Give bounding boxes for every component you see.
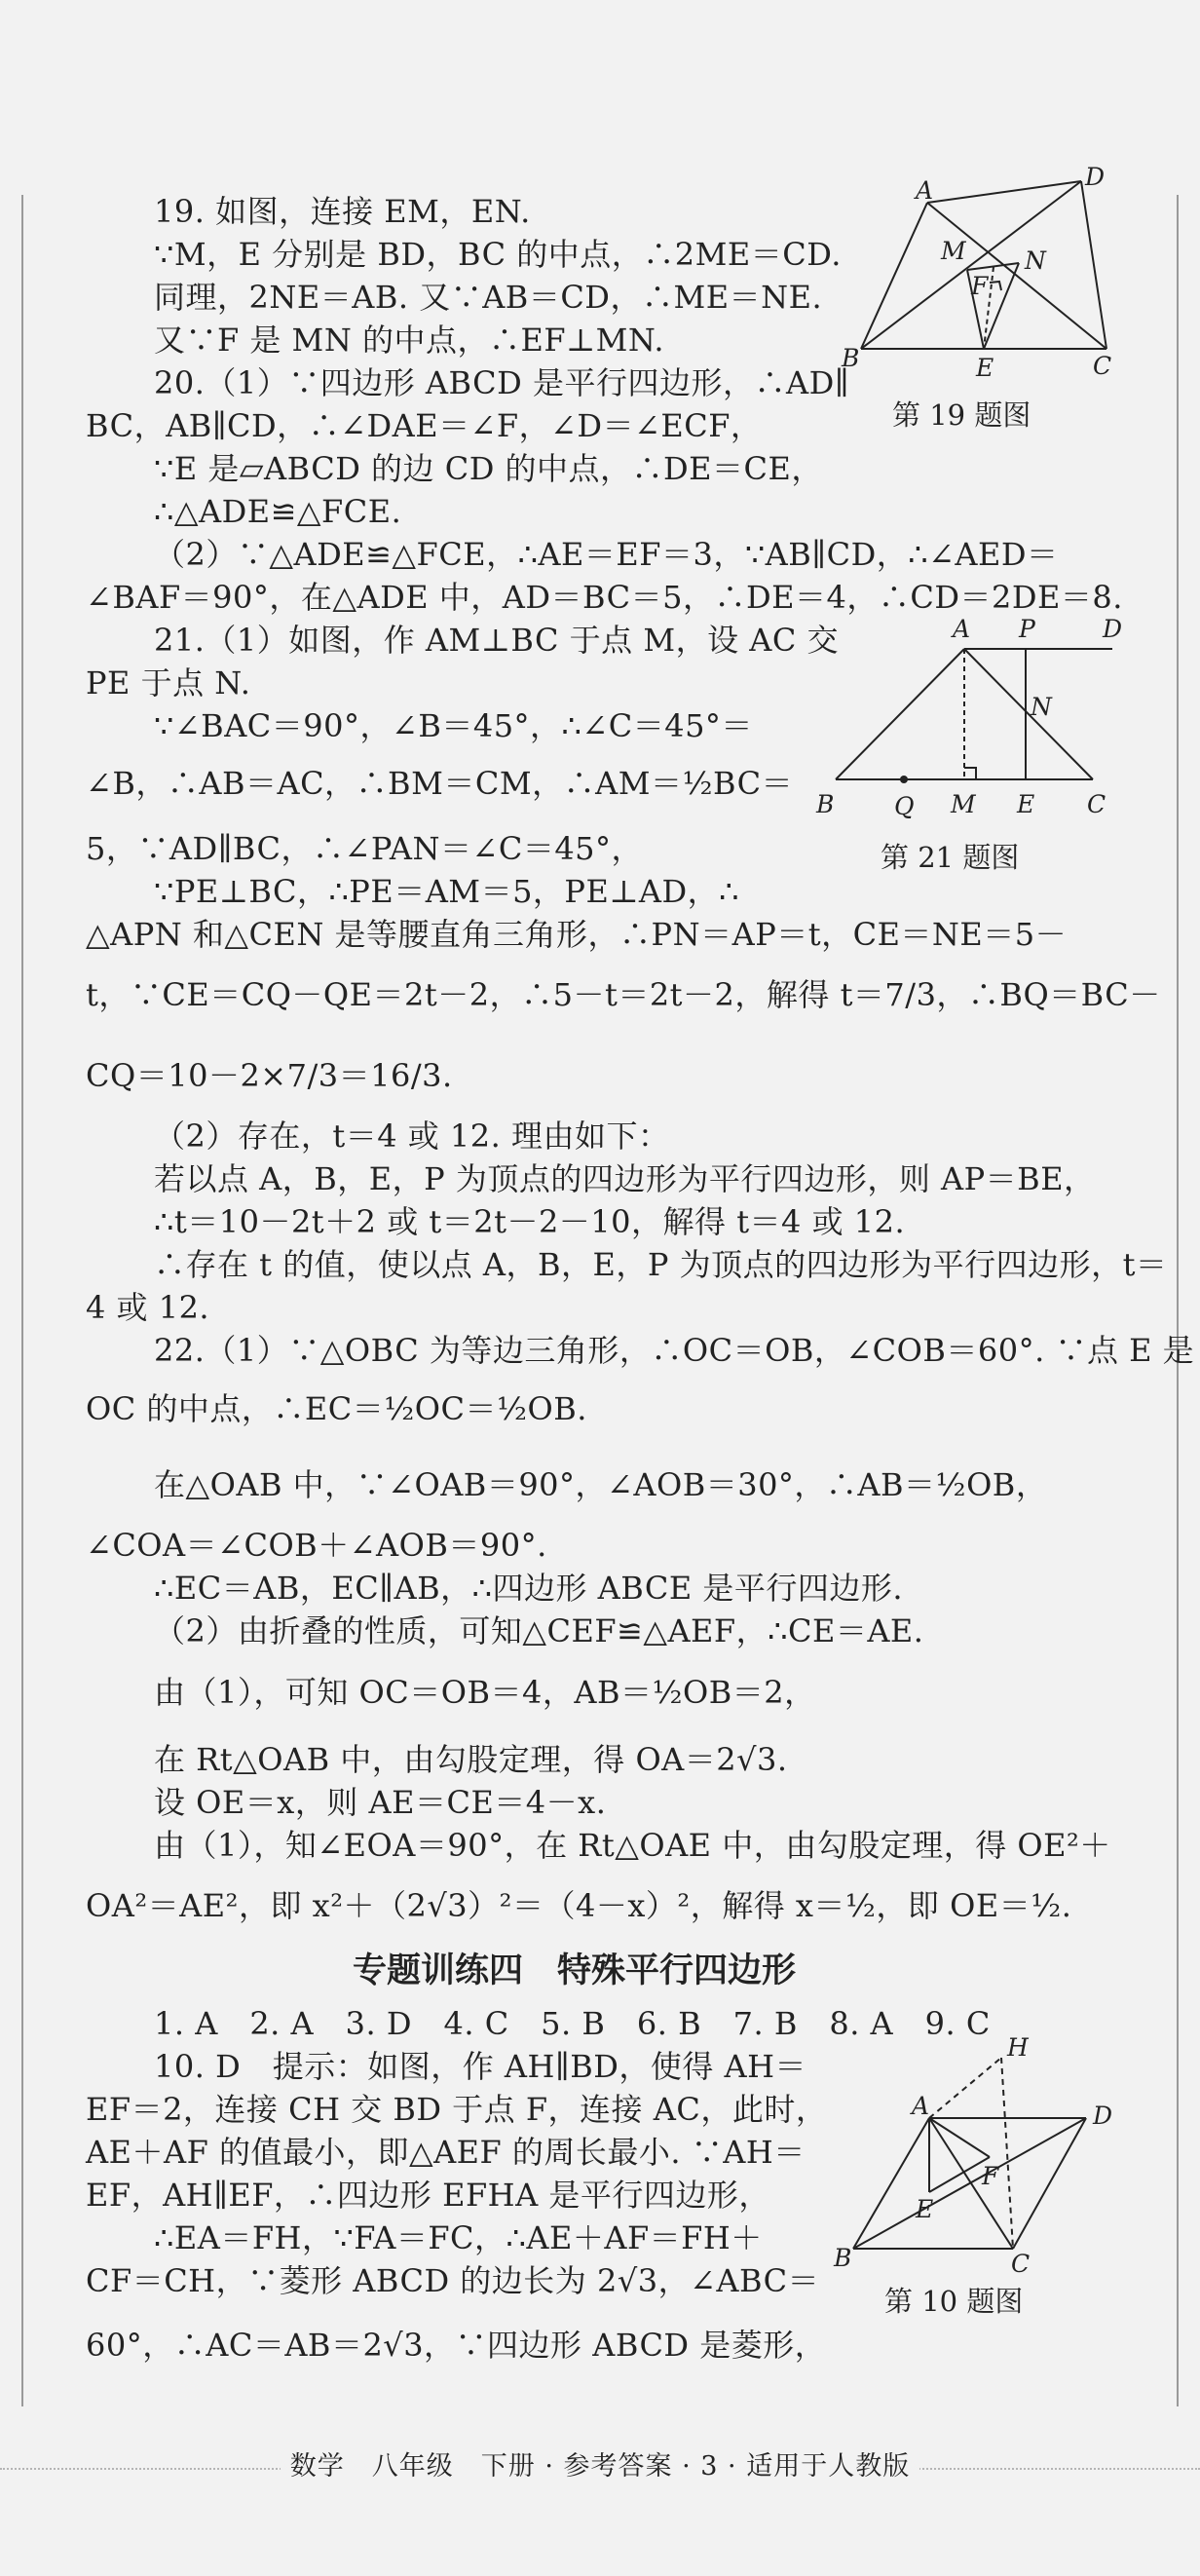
text-line: △APN 和△CEN 是等腰直角三角形，∴PN＝AP＝t，CE＝NE＝5－ <box>86 916 1068 953</box>
text-line: EF＝2，连接 CH 交 BD 于点 F，连接 AC，此时， <box>86 2091 828 2128</box>
text-line: OC 的中点，∴EC＝½OC＝½OB. <box>86 1390 587 1427</box>
text-line: ∴t＝10－2t＋2 或 t＝2t－2－10，解得 t＝4 或 12. <box>154 1203 906 1240</box>
svg-text:C: C <box>1093 352 1112 380</box>
text-line: 设 OE＝x，则 AE＝CE＝4－x. <box>154 1784 607 1821</box>
text-line: ∵∠BAC＝90°，∠B＝45°，∴∠C＝45°＝ <box>154 707 753 744</box>
text-line: ∴△ADE≌△FCE. <box>154 493 402 530</box>
text-line: BC，AB∥CD，∴∠DAE＝∠F，∠D＝∠ECF， <box>86 407 763 444</box>
text-line: ∠COA＝∠COB＋∠AOB＝90°. <box>86 1527 547 1564</box>
figure-21-diagram <box>808 614 1130 818</box>
text-line: ∵PE⊥BC，∴PE＝AM＝5，PE⊥AD，∴ <box>154 873 740 910</box>
text-line: OA²＝AE²，即 x²＋（2√3）²＝（4－x）²，解得 x＝½，即 OE＝½. <box>86 1887 1072 1924</box>
figure-10-caption: 第 10 题图 <box>884 2285 1024 2318</box>
right-margin-rule <box>1177 195 1179 2406</box>
svg-text:F: F <box>982 2162 999 2190</box>
svg-text:B: B <box>842 344 860 372</box>
text-line: ∴EA＝FH，∵FA＝FC，∴AE＋AF＝FH＋ <box>154 2219 763 2256</box>
left-margin-rule <box>21 195 23 2406</box>
svg-text:B: B <box>834 2244 852 2272</box>
svg-text:E: E <box>976 354 994 382</box>
text-line: PE 于点 N. <box>86 664 251 701</box>
svg-text:C: C <box>1011 2250 1031 2278</box>
svg-text:F: F <box>971 272 989 300</box>
figure-21-caption: 第 21 题图 <box>881 841 1020 874</box>
svg-text:A: A <box>953 615 971 643</box>
text-line: 又∵F 是 MN 的中点，∴EF⊥MN. <box>154 322 665 359</box>
text-line: 10. D 提示：如图，作 AH∥BD，使得 AH＝ <box>154 2048 807 2085</box>
figure-21 <box>808 614 1130 874</box>
text-line: AE＋AF 的值最小，即△AEF 的周长最小. ∵AH＝ <box>86 2134 806 2171</box>
svg-text:Q: Q <box>894 792 915 818</box>
text-line: 5，∵AD∥BC，∴∠PAN＝∠C＝45°， <box>86 830 644 867</box>
figure-19-caption: 第 19 题图 <box>892 398 1031 432</box>
section-heading: 专题训练四 特殊平行四边形 <box>353 1951 797 1990</box>
text-line: 60°，∴AC＝AB＝2√3，∵四边形 ABCD 是菱形， <box>86 2327 827 2364</box>
text-line: （2）∵△ADE≌△FCE，∴AE＝EF＝3，∵AB∥CD，∴∠AED＝ <box>154 536 1059 573</box>
page-footer <box>0 2447 1200 2486</box>
text-line: ∴EC＝AB，EC∥AB，∴四边形 ABCE 是平行四边形. <box>154 1570 904 1607</box>
text-line: 在 Rt△OAB 中，由勾股定理，得 OA＝2√3. <box>154 1741 788 1778</box>
text-line: 1. A 2. A 3. D 4. C 5. B 6. B 7. B 8. A 9. C <box>154 2005 991 2042</box>
text-line: 若以点 A，B，E，P 为顶点的四边形为平行四边形，则 AP＝BE， <box>154 1160 1096 1197</box>
svg-text:D: D <box>1103 615 1123 643</box>
figure-19-diagram <box>838 166 1120 390</box>
text-line: ∠BAF＝90°，在△ADE 中，AD＝BC＝5，∴DE＝4，∴CD＝2DE＝8. <box>86 579 1123 616</box>
svg-text:H: H <box>1007 2036 1029 2062</box>
svg-text:N: N <box>1031 693 1052 721</box>
text-line: ∵E 是▱ABCD 的边 CD 的中点，∴DE＝CE， <box>154 450 823 487</box>
figure-10-diagram <box>828 2036 1130 2280</box>
text-line: 20.（1）∵四边形 ABCD 是平行四边形，∴AD∥ <box>154 364 850 401</box>
text-line: （2）存在，t＝4 或 12. 理由如下： <box>154 1118 670 1155</box>
svg-text:M: M <box>951 790 976 818</box>
svg-text:A: A <box>916 176 934 205</box>
footer-text: 数学 八年级 下册 · 参考答案 · 3 · 适用于人教版 <box>281 2451 919 2481</box>
text-line: 19. 如图，连接 EM，EN. <box>154 193 531 230</box>
figure-19 <box>838 166 1120 432</box>
svg-text:D: D <box>1085 166 1106 191</box>
text-line: ∵M，E 分别是 BD，BC 的中点，∴2ME＝CD. <box>154 236 842 273</box>
svg-text:P: P <box>1019 615 1035 643</box>
text-line: 在△OAB 中，∵∠OAB＝90°，∠AOB＝30°，∴AB＝½OB， <box>154 1466 1048 1503</box>
text-line: 22.（1）∵△OBC 为等边三角形，∴OC＝OB，∠COB＝60°. ∵点 E 是 <box>154 1332 1195 1369</box>
svg-text:B: B <box>816 790 835 818</box>
svg-text:D: D <box>1093 2102 1113 2130</box>
text-line: ∴存在 t 的值，使以点 A，B，E，P 为顶点的四边形为平行四边形，t＝ <box>154 1246 1168 1283</box>
text-line: 21.（1）如图，作 AM⊥BC 于点 M，设 AC 交 <box>154 622 840 659</box>
text-line: （2）由折叠的性质，可知△CEF≌△AEF，∴CE＝AE. <box>154 1612 924 1649</box>
svg-text:C: C <box>1087 790 1106 818</box>
text-line: 4 或 12. <box>86 1289 210 1326</box>
text-line: 由（1），知∠EOA＝90°，在 Rt△OAE 中，由勾股定理，得 OE²＋ <box>154 1827 1111 1864</box>
svg-text:E: E <box>1017 790 1035 818</box>
figure-10 <box>828 2036 1130 2318</box>
svg-text:A: A <box>912 2092 930 2120</box>
text-line: t，∵CE＝CQ－QE＝2t－2，∴5－t＝2t－2，解得 t＝7/3，∴BQ＝BC－ <box>86 976 1161 1013</box>
text-line: ∠B，∴AB＝AC，∴BM＝CM，∴AM＝½BC＝ <box>86 765 794 802</box>
text-line: 由（1），可知 OC＝OB＝4，AB＝½OB＝2， <box>154 1674 816 1711</box>
text-line: CF＝CH，∵菱形 ABCD 的边长为 2√3，∠ABC＝ <box>86 2262 820 2299</box>
text-line: EF，AH∥EF，∴四边形 EFHA 是平行四边形， <box>86 2177 770 2214</box>
svg-text:M: M <box>941 237 966 265</box>
text-line: CQ＝10－2×7/3＝16/3. <box>86 1057 453 1094</box>
text-line: 同理，2NE＝AB. 又∵AB＝CD，∴ME＝NE. <box>154 279 823 316</box>
svg-text:N: N <box>1025 246 1046 275</box>
svg-text:E: E <box>916 2195 934 2223</box>
